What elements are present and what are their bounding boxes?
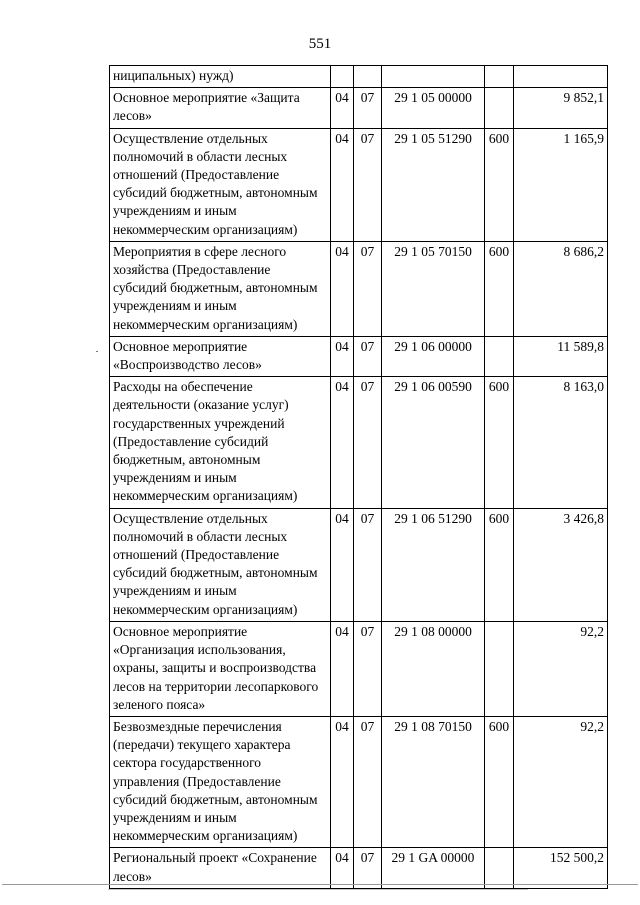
target-article-cell: 29 1 GA 00000 <box>382 848 485 888</box>
table-row <box>110 377 608 508</box>
section-code-cell: 04 <box>331 128 354 241</box>
section-code-cell: 04 <box>331 377 354 508</box>
target-article-cell: 29 1 06 00590 <box>382 377 485 508</box>
row-name-cell: Осуществление отдельных полномочий в области лесных отношений (Предоставление субсидий бюджетным, автономным учреждениям и иным некоммерческим организациям) <box>110 128 331 241</box>
subsection-code-cell: 07 <box>354 377 382 508</box>
expense-type-cell <box>485 848 514 888</box>
expense-type-cell: 600 <box>485 716 514 847</box>
subsection-code-cell: 07 <box>354 128 382 241</box>
target-article-cell: 29 1 06 51290 <box>382 508 485 621</box>
amount-cell: 3 426,8 <box>514 508 608 621</box>
row-name-cell: ниципальных) нужд) <box>110 66 331 88</box>
row-name-cell: Мероприятия в сфере лесного хозяйства (Предоставление субсидий бюджетным, автономным учреждениям и иным некоммерческим организациям) <box>110 241 331 336</box>
section-code-cell: 04 <box>331 508 354 621</box>
target-article-cell: 29 1 06 00000 <box>382 336 485 376</box>
page-number: 551 <box>308 36 332 52</box>
row-name-cell: Основное мероприятие «Защита лесов» <box>110 88 331 128</box>
row-name-cell: Осуществление отдельных полномочий в области лесных отношений (Предоставление субсидий бюджетным, автономным учреждениям и иным некоммерческим организациям) <box>110 508 331 621</box>
expense-type-cell <box>485 66 514 88</box>
target-article-cell: 29 1 05 51290 <box>382 128 485 241</box>
target-article-cell: 29 1 08 00000 <box>382 621 485 716</box>
target-article-cell: 29 1 05 70150 <box>382 241 485 336</box>
subsection-code-cell: 07 <box>354 716 382 847</box>
table-row <box>110 621 608 716</box>
subsection-code-cell: 07 <box>354 336 382 376</box>
expense-type-cell <box>485 88 514 128</box>
row-name-cell: Расходы на обеспечение деятельности (оказание услуг) государственных учреждений (Предоставление субсидий бюджетным, автономным учреждениям и иным некоммерческим организациям) <box>110 377 331 508</box>
amount-cell: 8 686,2 <box>514 241 608 336</box>
row-name-cell: Основное мероприятие «Организация использования, охраны, защиты и воспроизводства лесов на территории лесопаркового зеленого пояса» <box>110 621 331 716</box>
section-code-cell <box>331 66 354 88</box>
target-article-cell: 29 1 08 70150 <box>382 716 485 847</box>
scan-speck <box>96 351 98 352</box>
section-code-cell: 04 <box>331 241 354 336</box>
table-row <box>110 88 608 128</box>
subsection-code-cell: 07 <box>354 508 382 621</box>
subsection-code-cell: 07 <box>354 241 382 336</box>
section-code-cell: 04 <box>331 716 354 847</box>
section-code-cell: 04 <box>331 848 354 888</box>
section-code-cell: 04 <box>331 621 354 716</box>
amount-cell: 92,2 <box>514 716 608 847</box>
budget-table <box>109 65 608 889</box>
subsection-code-cell: 07 <box>354 88 382 128</box>
table-row <box>110 716 608 847</box>
amount-cell: 8 163,0 <box>514 377 608 508</box>
table-row <box>110 128 608 241</box>
section-code-cell: 04 <box>331 88 354 128</box>
expense-type-cell: 600 <box>485 241 514 336</box>
target-article-cell <box>382 66 485 88</box>
amount-cell: 11 589,8 <box>514 336 608 376</box>
subsection-code-cell: 07 <box>354 848 382 888</box>
table-row <box>110 241 608 336</box>
target-article-cell: 29 1 05 00000 <box>382 88 485 128</box>
table-row <box>110 336 608 376</box>
expense-type-cell <box>485 621 514 716</box>
amount-cell: 152 500,2 <box>514 848 608 888</box>
scan-edge-line <box>2 884 638 885</box>
amount-cell: 92,2 <box>514 621 608 716</box>
row-name-cell: Основное мероприятие «Воспроизводство лесов» <box>110 336 331 376</box>
table-row <box>110 66 608 88</box>
expense-type-cell: 600 <box>485 128 514 241</box>
amount-cell: 1 165,9 <box>514 128 608 241</box>
section-code-cell: 04 <box>331 336 354 376</box>
expense-type-cell: 600 <box>485 508 514 621</box>
table-row <box>110 508 608 621</box>
subsection-code-cell: 07 <box>354 621 382 716</box>
expense-type-cell <box>485 336 514 376</box>
subsection-code-cell <box>354 66 382 88</box>
scan-edge-line <box>108 889 528 890</box>
row-name-cell: Региональный проект «Сохранение лесов» <box>110 848 331 888</box>
amount-cell: 9 852,1 <box>514 88 608 128</box>
table-row <box>110 848 608 888</box>
row-name-cell: Безвозмездные перечисления (передачи) текущего характера сектора государственного управления (Предоставление субсидий бюджетным, автономным учреждениям и иным некоммерческим организациям) <box>110 716 331 847</box>
expense-type-cell: 600 <box>485 377 514 508</box>
amount-cell <box>514 66 608 88</box>
